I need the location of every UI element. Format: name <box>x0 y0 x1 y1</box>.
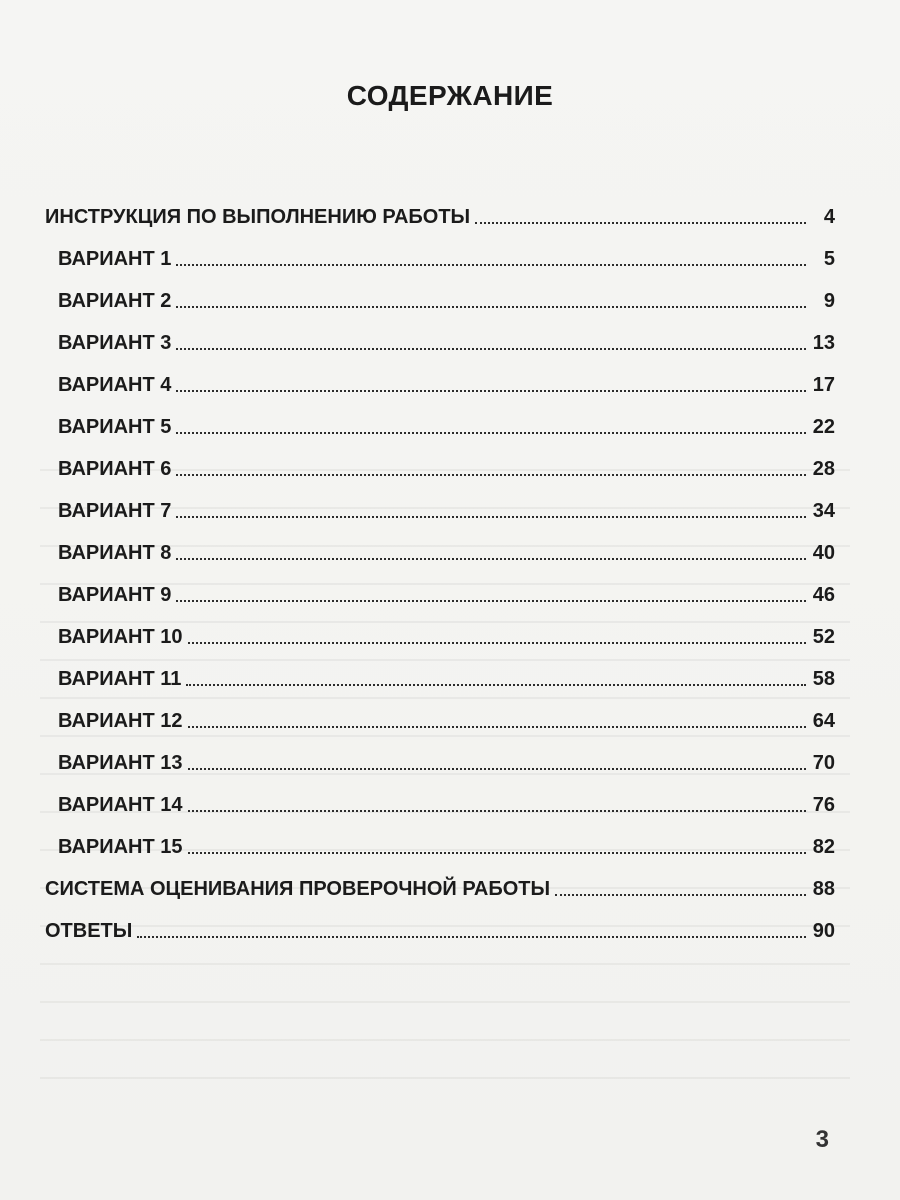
toc-item-page: 40 <box>812 542 835 564</box>
show-through-line <box>40 1001 850 1003</box>
toc-item-variant-13[interactable] <box>45 731 835 773</box>
toc-dot-leader <box>176 432 806 434</box>
toc-item-label: ВАРИАНТ 9 <box>58 584 172 606</box>
toc-item-label: ИНСТРУКЦИЯ ПО ВЫПОЛНЕНИЮ РАБОТЫ <box>45 206 471 228</box>
toc-dot-leader <box>188 810 806 812</box>
toc-dot-leader <box>555 894 806 896</box>
toc-item-page: 64 <box>812 710 835 732</box>
toc-item-label: ВАРИАНТ 3 <box>58 332 172 354</box>
toc-item-variant-15[interactable] <box>45 815 835 857</box>
toc-dot-leader <box>137 936 806 938</box>
toc-item-label: ВАРИАНТ 12 <box>58 710 183 732</box>
toc-item-label: ВАРИАНТ 5 <box>58 416 172 438</box>
toc-item-page: 22 <box>812 416 835 438</box>
toc-item-page: 46 <box>812 584 835 606</box>
toc-item-page: 52 <box>812 626 835 648</box>
toc-dot-leader <box>176 264 806 266</box>
toc-item-variant-4[interactable] <box>45 353 835 395</box>
toc-dot-leader <box>176 348 806 350</box>
toc-dot-leader <box>176 474 806 476</box>
toc-item-page: 9 <box>823 290 835 312</box>
toc-item-variant-14[interactable] <box>45 773 835 815</box>
page-number: 3 <box>815 1126 829 1153</box>
table-of-contents <box>45 185 835 941</box>
toc-item-variant-1[interactable] <box>45 227 835 269</box>
page-title: СОДЕРЖАНИЕ <box>346 79 554 111</box>
toc-item-variant-10[interactable] <box>45 605 835 647</box>
toc-item-label: ВАРИАНТ 14 <box>58 794 183 816</box>
toc-item-page: 88 <box>812 878 835 900</box>
toc-item-label: ВАРИАНТ 13 <box>58 752 183 774</box>
toc-dot-leader <box>176 558 806 560</box>
toc-item-page: 4 <box>823 206 835 228</box>
toc-item-page: 58 <box>812 668 835 690</box>
toc-item-label: ВАРИАНТ 2 <box>58 290 172 312</box>
show-through-line <box>40 963 850 965</box>
toc-item-page: 76 <box>812 794 835 816</box>
toc-item-answers[interactable] <box>45 899 835 941</box>
toc-dot-leader <box>176 390 806 392</box>
toc-dot-leader <box>186 684 806 686</box>
toc-item-assessment-system[interactable] <box>45 857 835 899</box>
toc-item-variant-7[interactable] <box>45 479 835 521</box>
toc-dot-leader <box>475 222 806 224</box>
toc-item-page: 90 <box>812 920 835 942</box>
toc-dot-leader <box>188 642 806 644</box>
toc-item-variant-11[interactable] <box>45 647 835 689</box>
show-through-line <box>40 1039 850 1041</box>
toc-item-page: 28 <box>812 458 835 480</box>
toc-dot-leader <box>188 726 806 728</box>
toc-item-label: ВАРИАНТ 11 <box>58 668 182 690</box>
toc-item-page: 70 <box>812 752 835 774</box>
toc-item-label: ВАРИАНТ 10 <box>58 626 183 648</box>
toc-item-variant-2[interactable] <box>45 269 835 311</box>
toc-item-label: ВАРИАНТ 7 <box>58 500 172 522</box>
toc-item-variant-9[interactable] <box>45 563 835 605</box>
toc-item-label: ВАРИАНТ 4 <box>58 374 172 396</box>
toc-item-variant-12[interactable] <box>45 689 835 731</box>
toc-item-page: 17 <box>812 374 835 396</box>
toc-dot-leader <box>176 306 806 308</box>
toc-item-variant-3[interactable] <box>45 311 835 353</box>
toc-item-instructions[interactable] <box>45 185 835 227</box>
toc-dot-leader <box>188 768 806 770</box>
toc-item-label: ОТВЕТЫ <box>45 920 133 942</box>
toc-item-page: 82 <box>812 836 835 858</box>
toc-dot-leader <box>176 516 806 518</box>
toc-item-label: ВАРИАНТ 1 <box>58 248 172 270</box>
toc-item-label: СИСТЕМА ОЦЕНИВАНИЯ ПРОВЕРОЧНОЙ РАБОТЫ <box>45 878 551 900</box>
toc-item-variant-5[interactable] <box>45 395 835 437</box>
toc-item-variant-6[interactable] <box>45 437 835 479</box>
toc-item-page: 34 <box>812 500 835 522</box>
toc-item-label: ВАРИАНТ 8 <box>58 542 172 564</box>
toc-item-page: 13 <box>812 332 835 354</box>
toc-item-label: ВАРИАНТ 6 <box>58 458 172 480</box>
toc-dot-leader <box>188 852 806 854</box>
toc-dot-leader <box>176 600 806 602</box>
toc-item-variant-8[interactable] <box>45 521 835 563</box>
toc-item-label: ВАРИАНТ 15 <box>58 836 183 858</box>
toc-item-page: 5 <box>823 248 835 270</box>
show-through-line <box>40 1077 850 1079</box>
